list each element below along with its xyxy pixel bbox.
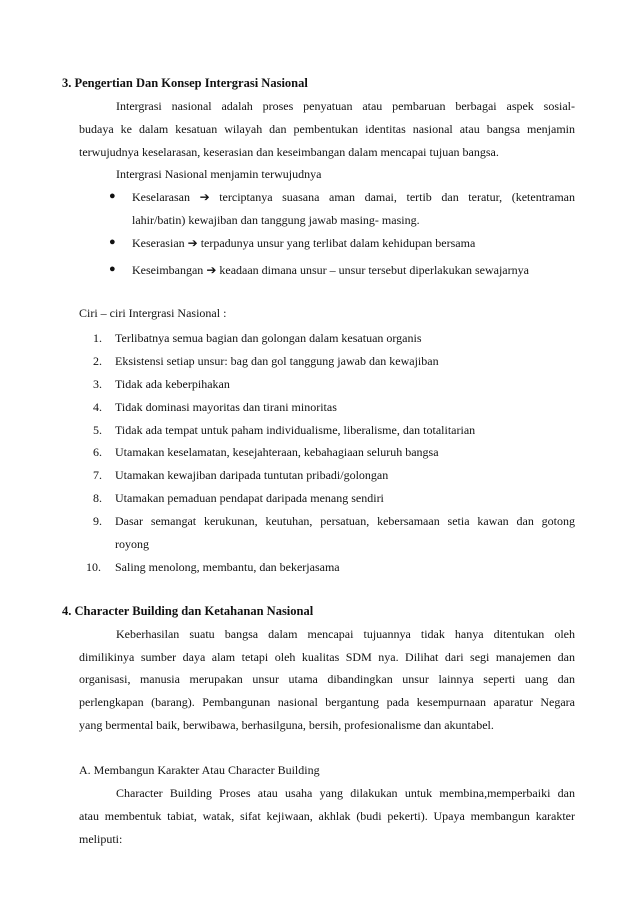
s4-para2-line1: Character Building Proses atau usaha yang dilakukan untuk membina,memperbaiki dan: [116, 786, 575, 800]
s4-para1-line1: Keberhasilan suatu bangsa dalam mencapai tujuannya tidak hanya ditentukan oleh: [116, 627, 575, 641]
bullet-3-line1: [132, 263, 529, 278]
bullet-2-line1: [132, 236, 475, 251]
list-number: 6.: [93, 445, 102, 459]
list-number: 9.: [93, 514, 102, 528]
list-number: 2.: [93, 354, 102, 368]
list-number: 5.: [93, 423, 102, 437]
section-3-heading: 3. Pengertian Dan Konsep Intergrasi Nasional: [62, 76, 308, 90]
list-item: Utamakan pemaduan pendapat daripada menang sendiri: [115, 491, 384, 505]
s3-para2: Intergrasi Nasional menjamin terwujudnya: [116, 167, 322, 181]
arrow-right-icon: ➔: [206, 263, 217, 277]
s4-para2-line2: atau membentuk tabiat, watak, sifat kejiwaan, akhlak (budi pekerti). Upaya membangun karakter: [79, 809, 575, 823]
s4-para1-line3: organisasi, manusia merupakan unsur utama dibandingkan unsur lainnya seperti uang dan: [79, 672, 575, 686]
arrow-right-icon: ➔: [199, 190, 210, 204]
list-item: Tidak dominasi mayoritas dan tirani minoritas: [115, 400, 337, 414]
s4-para2-line3: meliputi:: [79, 832, 123, 846]
list-item: Dasar semangat kerukunan, keutuhan, persatuan, kebersamaan setia kawan dan gotong: [115, 514, 575, 528]
bullet-1-line2: lahir/batin) kewajiban dan tanggung jawab masing- masing.: [132, 213, 420, 227]
list-item: Terlibatnya semua bagian dan golongan dalam kesatuan organis: [115, 331, 422, 345]
list-item-continuation: royong: [115, 537, 149, 551]
s4-para1-line4: perlengkapan (barang). Pembangunan nasional bergantung pada kesempurnaan aparatur Negara: [79, 695, 575, 709]
s4-subheading: A. Membangun Karakter Atau Character Building: [79, 763, 320, 777]
bullet-1-text: terciptanya suasana aman damai, tertib dan teratur, (ketentraman: [219, 190, 575, 204]
list-number: 10.: [86, 560, 101, 574]
ciri-title: Ciri – ciri Intergrasi Nasional :: [79, 306, 227, 320]
list-item: Utamakan kewajiban daripada tuntutan pribadi/golongan: [115, 468, 389, 482]
bullet-1-term: Keselarasan: [132, 190, 190, 204]
s3-para1-line3: terwujudnya keselarasan, keserasian dan keseimbangan dalam mencapai tujuan bangsa.: [79, 145, 499, 159]
bullet-2-term: Keserasian: [132, 236, 185, 250]
bullet-icon: ●: [109, 236, 116, 248]
s4-para1-line5: yang bermental baik, berwibawa, berhasilguna, bersih, profesionalisme dan akuntabel.: [79, 718, 494, 732]
list-number: 4.: [93, 400, 102, 414]
bullet-3-term: Keseimbangan: [132, 263, 204, 277]
s4-para1-line2: dimilikinya sumber daya alam tetapi oleh kualitas SDM nya. Dilihat dari segi manajemen dan: [79, 650, 575, 664]
bullet-3-text: keadaan dimana unsur – unsur tersebut diperlakukan sewajarnya: [219, 263, 529, 277]
s3-para1-line1: Intergrasi nasional adalah proses penyatuan atau pembaruan berbagai aspek sosial-: [116, 99, 575, 113]
list-item: Utamakan keselamatan, kesejahteraan, kebahagiaan seluruh bangsa: [115, 445, 439, 459]
section-4-heading: 4. Character Building dan Ketahanan Nasional: [62, 604, 314, 618]
list-number: 1.: [93, 331, 102, 345]
list-item: Saling menolong, membantu, dan bekerjasama: [115, 560, 340, 574]
s3-para1-line2: budaya ke dalam kesatuan wilayah dan pembentukan identitas nasional atau bangsa menjamin: [79, 122, 575, 136]
list-item: Tidak ada tempat untuk paham individualisme, liberalisme, dan totalitarian: [115, 423, 476, 437]
bullet-2-text: terpadunya unsur yang terlibat dalam kehidupan bersama: [200, 236, 476, 250]
list-number: 3.: [93, 377, 102, 391]
list-number: 8.: [93, 491, 102, 505]
bullet-1-line1: [132, 190, 575, 205]
list-item: Tidak ada keberpihakan: [115, 377, 230, 391]
bullet-icon: ●: [109, 190, 116, 202]
arrow-right-icon: ➔: [187, 236, 198, 250]
bullet-icon: ●: [109, 263, 116, 275]
list-item: Eksistensi setiap unsur: bag dan gol tanggung jawab dan kewajiban: [115, 354, 439, 368]
list-number: 7.: [93, 468, 102, 482]
